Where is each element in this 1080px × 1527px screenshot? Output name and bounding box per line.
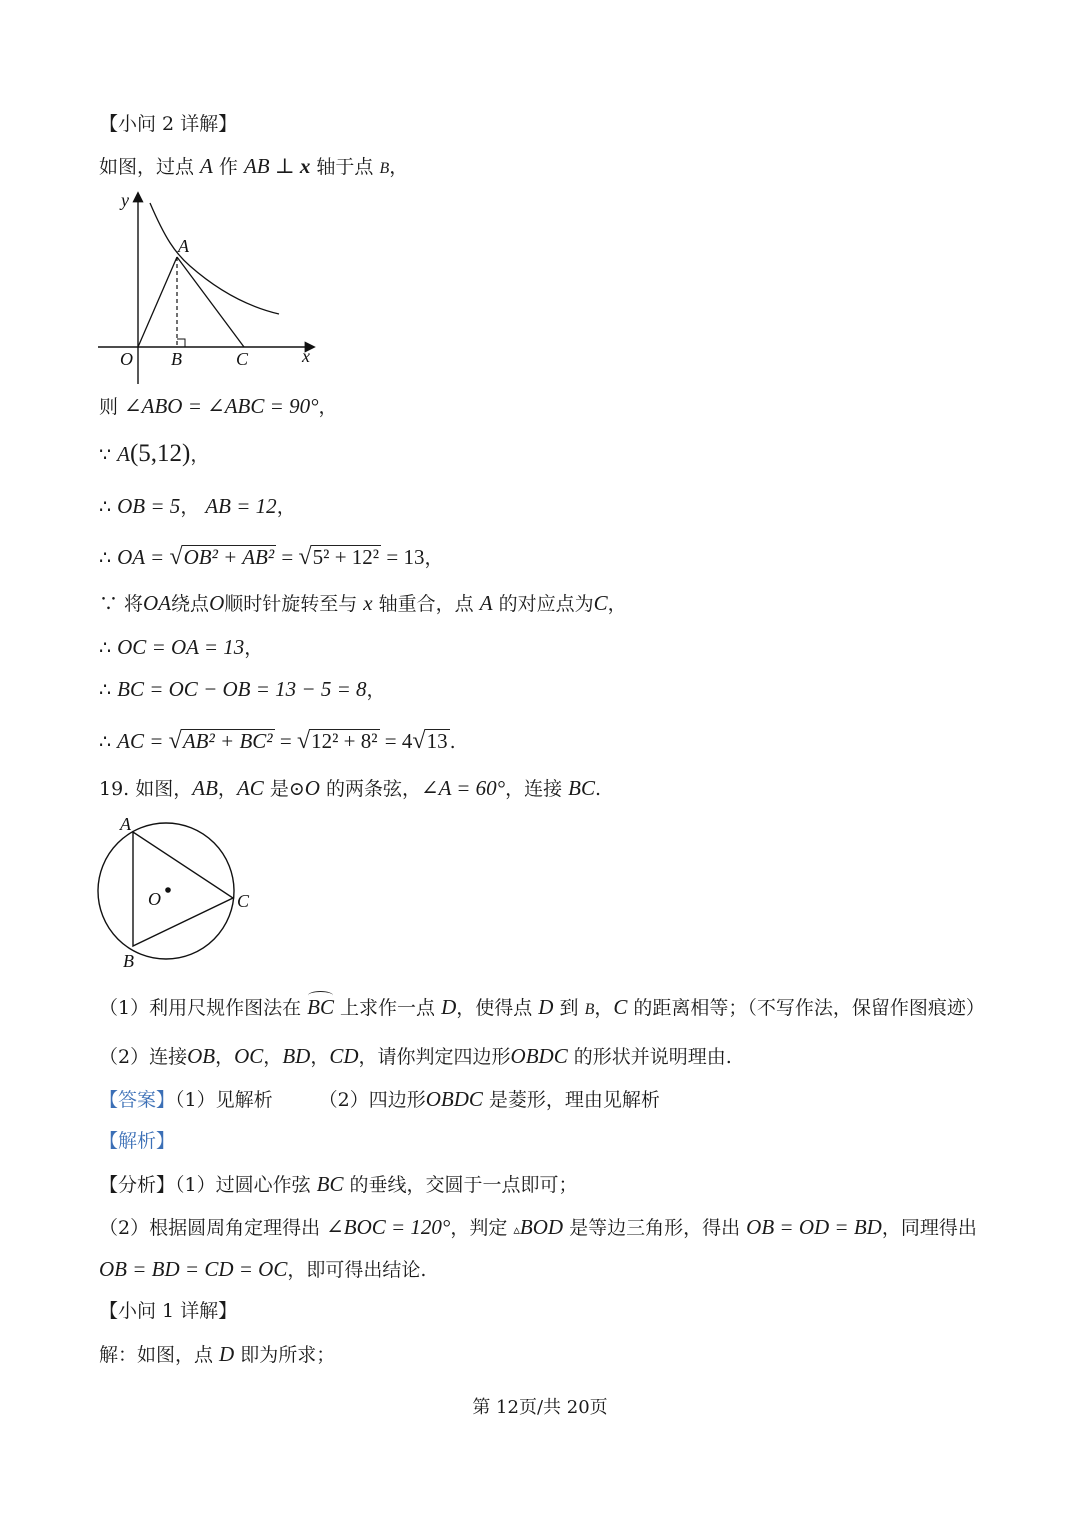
analysis-line-2: （2）根据圆周角定理得出 ∠BOC = 120°，判定 ▵BOD 是等边三角形，得出 OB = OD = BD，同理得出	[99, 1215, 977, 1239]
step-4: ∴ OA = √OB² + AB² = √5² + 12² = 13，	[99, 544, 444, 570]
question-19-part-1: （1）利用尺规作图法在 BC 上求作一点 D，使得点 D 到 B，C 的距离相等；（不写作法，保留作图痕迹）	[99, 995, 985, 1019]
label-b: B	[123, 951, 134, 971]
step-2: ∵ A(5,12)，	[99, 440, 210, 467]
figure-hyperbola-triangle	[95, 188, 325, 388]
analysis-line-1: 【分析】（1）过圆心作弦 BC 的垂线，交圆于一点即可；	[99, 1172, 578, 1196]
label-c: C	[236, 349, 249, 369]
step-8: ∴ AC = √AB² + BC² = √12² + 8² = 4√13 .	[99, 728, 456, 754]
analysis-line-3: OB = BD = CD = OC，即可得出结论.	[99, 1257, 427, 1281]
question-19-stem: 19. 如图，AB，AC 是⊙O 的两条弦，∠A = 60°，连接 BC.	[99, 776, 602, 800]
label-b: B	[171, 349, 182, 369]
center-point	[165, 887, 171, 893]
answer-tag: 【答案】	[99, 1089, 176, 1111]
label-a: A	[120, 814, 131, 834]
page-footer: 第 12页/共 20页	[472, 1397, 608, 1418]
step-1: 则 ∠ABO = ∠ABC = 90°，	[99, 394, 338, 418]
label-y: y	[121, 190, 129, 210]
hyperbola-curve	[150, 203, 279, 314]
step-6: ∴ OC = OA = 13，	[99, 635, 264, 659]
label-x: x	[302, 346, 310, 366]
label-c: C	[237, 891, 250, 911]
step-7: ∴ BC = OC − OB = 13 − 5 = 8，	[99, 677, 386, 701]
sub1-heading: 【小问 1 详解】	[99, 1300, 238, 1322]
label-a: A	[178, 236, 189, 256]
figure-circle-triangle	[92, 812, 262, 977]
sub1-text: 解：如图，点 D 即为所求；	[99, 1342, 336, 1366]
label-o: O	[120, 349, 133, 369]
step-3: ∴ OB = 5， AB = 12，	[99, 494, 296, 518]
answer-line: 【答案】（1）见解析 （2）四边形OBDC 是菱形，理由见解析	[99, 1087, 660, 1111]
step-5: ∵ 将OA绕点O顺时针旋转至与 x 轴重合，点 A 的对应点为C，	[99, 591, 627, 615]
sub2-heading: 【小问 2 详解】	[99, 113, 238, 135]
sub2-intro: 如图，过点 A 作 AB ⊥ x 轴于点 B，	[99, 154, 409, 178]
question-19-part-2: （2）连接OB，OC，BD，CD，请你判定四边形OBDC 的形状并说明理由.	[99, 1044, 732, 1068]
analysis-tag: 【解析】	[99, 1130, 176, 1152]
label-o: O	[148, 889, 161, 909]
